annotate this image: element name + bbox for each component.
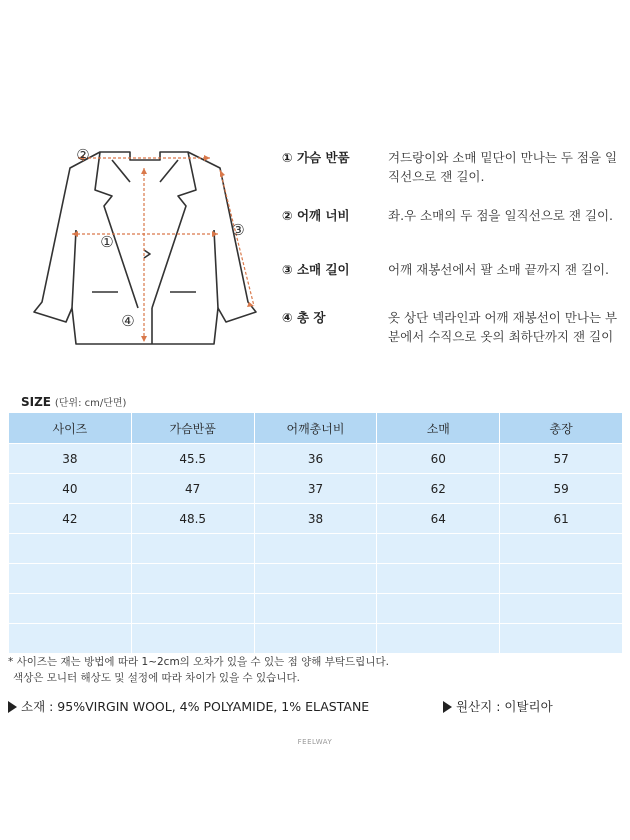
- table-cell: [254, 534, 377, 564]
- note-line: 색상은 모니터 해상도 및 설정에 따라 차이가 있을 수 있습니다.: [13, 672, 300, 684]
- table-row: [9, 624, 623, 654]
- column-header: 사이즈: [9, 413, 132, 444]
- table-cell: [500, 564, 623, 594]
- table-cell: [131, 624, 254, 654]
- table-cell: 38: [254, 504, 377, 534]
- triangle-icon: [443, 701, 452, 713]
- table-cell: 59: [500, 474, 623, 504]
- origin-info: 원산지 : 이탈리아: [443, 697, 553, 715]
- table-cell: [9, 624, 132, 654]
- measurement-label: 총 장: [296, 310, 326, 325]
- table-header-row: [9, 413, 623, 444]
- table-cell: [377, 594, 500, 624]
- size-unit: (단위: cm/단면): [54, 398, 127, 409]
- table-cell: 62: [377, 474, 500, 504]
- measurement-desc: 옷 상단 넥라인과 어깨 재봉선이 만나는 부분에서 수직으로 옷의 최하단까지 잰 길이: [388, 310, 618, 344]
- jacket-diagram: [10, 130, 275, 360]
- table-row: [9, 534, 623, 564]
- size-table-title: SIZE (단위: cm/단면): [21, 395, 127, 409]
- table-cell: 36: [254, 444, 377, 474]
- table-cell: [9, 594, 132, 624]
- table-cell: [377, 624, 500, 654]
- table-cell: [254, 594, 377, 624]
- size-notes: [8, 654, 389, 686]
- table-cell: 38: [9, 444, 132, 474]
- marker-4: ④: [121, 312, 135, 330]
- table-cell: [500, 534, 623, 564]
- table-cell: [9, 564, 132, 594]
- table-row: [9, 504, 623, 534]
- table-cell: [131, 594, 254, 624]
- measurement-desc: 겨드랑이와 소매 밑단이 만나는 두 점을 일직선으로 잰 길이.: [388, 150, 618, 184]
- measurement-label: 어깨 너비: [296, 208, 350, 223]
- left-lapel: [95, 152, 138, 308]
- table-cell: [131, 564, 254, 594]
- table-cell: [254, 624, 377, 654]
- column-header: 가슴반품: [131, 413, 254, 444]
- table-row: [9, 444, 623, 474]
- table-cell: 64: [377, 504, 500, 534]
- table-cell: 47: [131, 474, 254, 504]
- table-cell: 61: [500, 504, 623, 534]
- column-header: 소매: [377, 413, 500, 444]
- table-cell: [131, 534, 254, 564]
- table-cell: 57: [500, 444, 623, 474]
- table-row: [9, 564, 623, 594]
- table-cell: [500, 594, 623, 624]
- table-cell: 45.5: [131, 444, 254, 474]
- table-cell: 60: [377, 444, 500, 474]
- table-row: [9, 594, 623, 624]
- marker-1: ①: [100, 233, 114, 251]
- table-cell: [500, 624, 623, 654]
- brand-watermark: FEELWAY: [297, 738, 333, 746]
- table-cell: [9, 534, 132, 564]
- material-info: 소재 : 95%VIRGIN WOOL, 4% POLYAMIDE, 1% ELASTANE: [8, 697, 369, 715]
- table-cell: 48.5: [131, 504, 254, 534]
- table-cell: [377, 564, 500, 594]
- right-lapel: [152, 152, 196, 308]
- column-header: 어깨총너비: [254, 413, 377, 444]
- triangle-icon: [8, 701, 17, 713]
- table-cell: 37: [254, 474, 377, 504]
- note-line: * 사이즈는 재는 방법에 따라 1~2cm의 오차가 있을 수 있는 점 양해 부탁드립니다.: [8, 656, 389, 668]
- measurement-desc: 좌.우 소매의 두 점을 일직선으로 잰 길이.: [388, 208, 613, 223]
- measurement-desc: 어깨 재봉선에서 팔 소매 끝까지 잰 길이.: [388, 262, 610, 277]
- column-header: 총장: [500, 413, 623, 444]
- table-cell: [254, 564, 377, 594]
- size-table: [8, 412, 623, 654]
- table-cell: 42: [9, 504, 132, 534]
- measurement-label: 가슴 반품: [296, 150, 350, 165]
- measurement-label: 소매 길이: [296, 262, 350, 277]
- table-cell: [377, 534, 500, 564]
- table-row: [9, 474, 623, 504]
- marker-3: ③: [231, 221, 245, 239]
- marker-2: ②: [76, 146, 90, 164]
- table-cell: 40: [9, 474, 132, 504]
